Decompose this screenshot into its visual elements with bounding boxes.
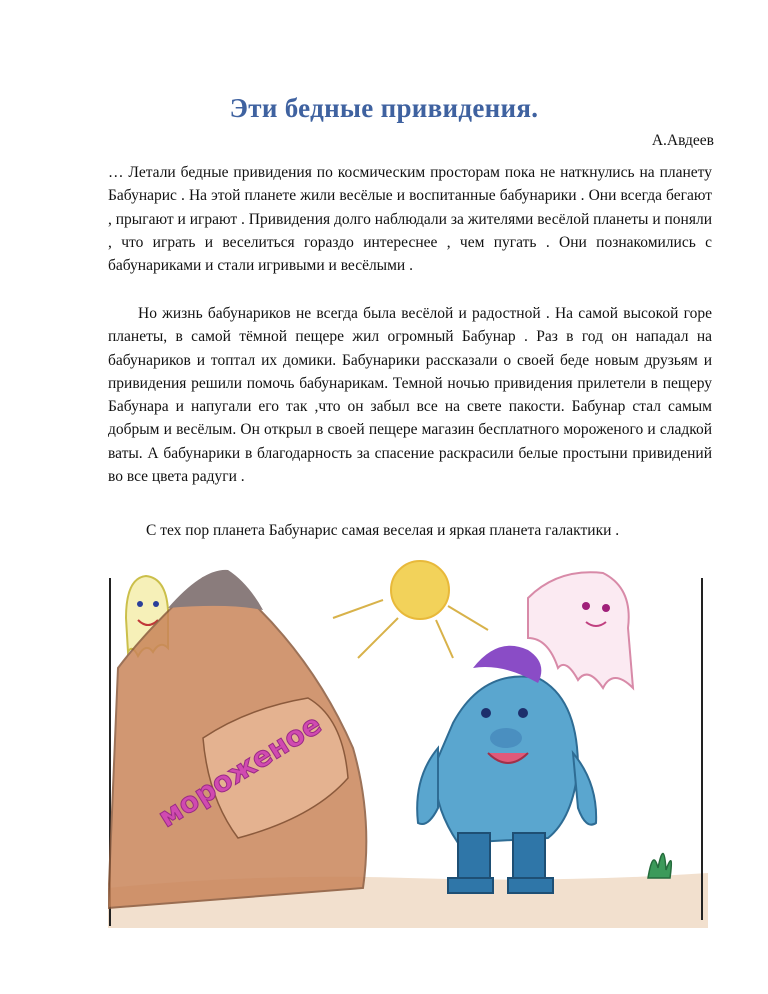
child-drawing <box>108 548 708 928</box>
plant-drawing <box>648 853 671 878</box>
paragraph-2: Но жизнь бабунариков не всегда была весёлой и радостной . На самой высокой горе планеты, в самой тёмной пещере жил огромный Бабунар . Раз в год он нападал на бабунариков и топтал их домики. Бабунарики рассказали о своей беде новым друзьям и привидения решили помочь бабунарикам. Темной ночью привидения прилетели в пещеру Бабунара и напугали его так ,что он забыл все на свете пакости. Бабунар стал самым добрым и весёлым. Он открыл в своей пещере магазин бесплатного мороженого и сладкой ваты. А бабунарики в благодарность за спасение раскрасили белые простыни привидений во все цвета радуги . <box>108 305 712 486</box>
ghost-pink <box>528 572 633 688</box>
page-title: Эти бедные привидения. <box>229 93 539 123</box>
author-name: А.Авдеев <box>651 132 714 149</box>
babunar-monster <box>417 646 596 893</box>
sun-drawing <box>333 561 488 658</box>
paragraph-3: С тех пор планета Бабунарис самая веселая и яркая планета галактики . <box>146 522 620 539</box>
cave-sign-text: мороженое <box>152 707 328 834</box>
paragraph-1: … Летали бедные привидения по космическим просторам пока не наткнулись на планету Бабунарис . На этой планете жили весёлые и воспитанные бабунарики . Они всегда бегают , прыгают и играют . Привидения долго наблюдали за жителями весёлой планеты и поняли , что играть и веселиться гораздо интереснее , чем пугать . Они познакомились с бабунариками и стали игривыми и весёлыми . <box>108 164 712 275</box>
